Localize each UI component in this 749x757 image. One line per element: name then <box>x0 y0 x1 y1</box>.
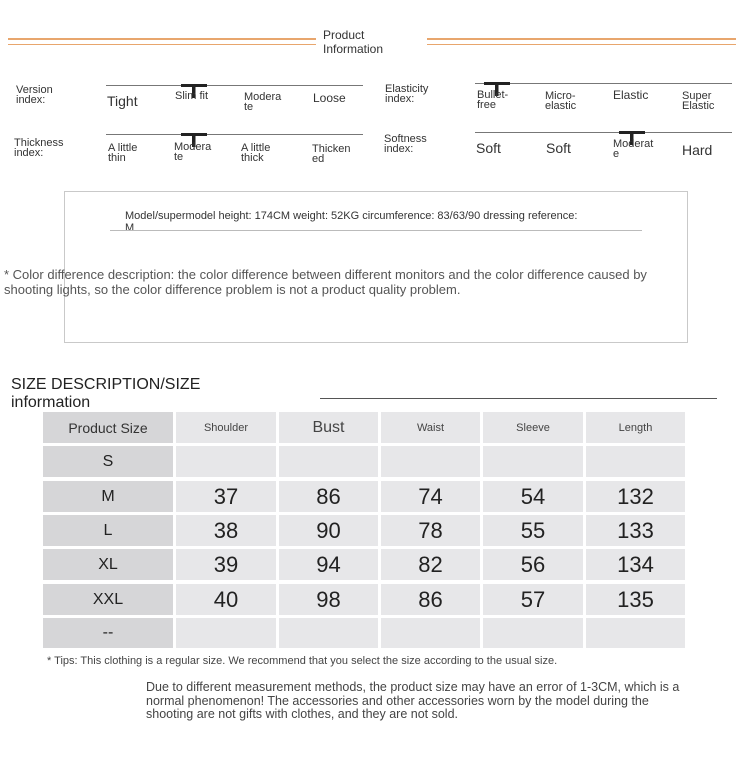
elasticity-option-micro-line1: Micro- <box>545 90 576 102</box>
version-option-moderate <box>244 92 281 112</box>
softness-option-soft-2: Soft <box>546 140 571 156</box>
header-rule-right-thin <box>427 44 736 45</box>
size-cell <box>279 618 378 648</box>
header-rule-right <box>427 38 736 40</box>
size-row-label: XXL <box>43 584 173 615</box>
color-note-line2: shooting lights, so the color difference problem is not a product quality problem. <box>4 281 461 297</box>
size-row-label: L <box>43 515 173 546</box>
header-length: Length <box>586 412 685 443</box>
thickness-option-thick-line1: A little <box>241 142 271 154</box>
size-cell <box>381 446 480 477</box>
thickness-option-thick-line2: thick <box>241 152 264 164</box>
header-sleeve: Sleeve <box>483 412 583 443</box>
size-cell: 38 <box>176 515 276 546</box>
measurement-notice <box>146 681 749 722</box>
header-bust: Bust <box>279 412 378 443</box>
thickness-option-a-little-thick <box>241 143 270 163</box>
version-option-slim-fit: Slim fit <box>175 90 208 102</box>
model-info-line2: M <box>125 222 135 234</box>
size-cell <box>381 618 480 648</box>
size-cell <box>586 618 685 648</box>
size-cell: 55 <box>483 515 583 546</box>
thickness-index-label <box>14 138 64 158</box>
size-cell <box>483 618 583 648</box>
elasticity-label-line2: index: <box>385 93 415 105</box>
size-cell <box>586 446 685 477</box>
header-shoulder: Shoulder <box>176 412 276 443</box>
color-difference-note <box>4 268 714 297</box>
thickness-option-thickened-line1: Thicken <box>312 143 351 155</box>
size-row-label: XL <box>43 549 173 580</box>
thickness-option-moderate <box>174 142 211 162</box>
thickness-option-thin-line2: thin <box>108 152 126 164</box>
version-index-label <box>16 85 53 105</box>
thickness-option-thin-line1: A little <box>108 142 138 154</box>
size-cell: 74 <box>381 481 480 512</box>
size-cell: 56 <box>483 549 583 580</box>
color-note-line1: * Color difference description: the color difference between different monitors and the color difference caused by <box>4 267 647 282</box>
size-cell <box>176 446 276 477</box>
header-rule-left <box>8 38 316 40</box>
header-product-size: Product Size <box>43 412 173 443</box>
size-row-label: S <box>43 446 173 477</box>
size-cell: 37 <box>176 481 276 512</box>
softness-option-soft-1: Soft <box>476 140 501 156</box>
size-section-title <box>11 376 200 412</box>
thickness-option-thickened <box>312 144 351 164</box>
header-title-line1: Product <box>323 28 365 42</box>
size-cell: 98 <box>279 584 378 615</box>
version-label-line2: index: <box>16 94 46 106</box>
header-rule-left-thin <box>8 44 316 45</box>
size-cell: 86 <box>279 481 378 512</box>
size-cell: 90 <box>279 515 378 546</box>
size-cell: 133 <box>586 515 685 546</box>
softness-option-moderate-line1: Moderat <box>613 138 654 150</box>
size-section-rule <box>320 398 717 399</box>
size-cell: 78 <box>381 515 480 546</box>
size-cell: 94 <box>279 549 378 580</box>
thickness-option-a-little-thin <box>108 143 137 163</box>
size-cell: 54 <box>483 481 583 512</box>
notice-line2: normal phenomenon! The accessories and other accessories worn by the model during the <box>146 693 649 708</box>
size-cell: 135 <box>586 584 685 615</box>
softness-label-line2: index: <box>384 143 414 155</box>
thickness-option-thickened-line2: ed <box>312 153 325 165</box>
version-index-track <box>106 85 363 86</box>
softness-option-moderate-line2: e <box>613 148 620 160</box>
size-cell <box>279 446 378 477</box>
size-cell: 57 <box>483 584 583 615</box>
thickness-label-line2: index: <box>14 147 44 159</box>
elasticity-option-bullet-free <box>477 90 508 110</box>
size-cell <box>176 618 276 648</box>
elasticity-option-bullet-line1: Bullet- <box>477 89 509 101</box>
elasticity-index-track <box>475 83 732 84</box>
version-option-tight: Tight <box>107 93 138 109</box>
elasticity-option-super-elastic <box>682 91 714 111</box>
size-title-line2: information <box>11 394 91 411</box>
size-cell: 40 <box>176 584 276 615</box>
thickness-label-line1: Thickness <box>14 137 64 149</box>
elasticity-index-label <box>385 84 428 104</box>
size-tips: * Tips: This clothing is a regular size. We recommend that you select the size according to the usual size. <box>47 655 558 667</box>
softness-label-line1: Softness <box>384 133 427 145</box>
thickness-option-moderate-line1: Modera <box>174 141 212 153</box>
size-cell: 82 <box>381 549 480 580</box>
elasticity-option-super-line2: Elastic <box>682 100 715 112</box>
notice-line3: shooting are not gifts with clothes, and they are not sold. <box>146 707 458 721</box>
softness-option-hard: Hard <box>682 142 713 158</box>
thickness-index-track <box>106 134 363 135</box>
softness-index-track <box>475 132 732 133</box>
size-cell <box>483 446 583 477</box>
size-row-label: M <box>43 481 173 512</box>
model-info-underline <box>110 230 642 231</box>
size-title-line1: SIZE DESCRIPTION/SIZE <box>11 376 201 393</box>
size-cell: 86 <box>381 584 480 615</box>
softness-index-label <box>384 134 427 154</box>
size-cell: 39 <box>176 549 276 580</box>
elasticity-option-bullet-line2: free <box>477 99 496 111</box>
elasticity-option-elastic: Elastic <box>613 88 649 102</box>
size-row-label: -- <box>43 618 173 648</box>
version-option-moderate-line1: Modera <box>244 91 282 103</box>
notice-line1: Due to different measurement methods, the product size may have an error of 1-3CM, which is a <box>146 680 680 694</box>
version-option-moderate-line2: te <box>244 101 254 113</box>
elasticity-option-super-line1: Super <box>682 90 712 102</box>
size-cell: 132 <box>586 481 685 512</box>
header-title <box>323 28 383 56</box>
elasticity-option-micro-line2: elastic <box>545 100 577 112</box>
size-cell: 134 <box>586 549 685 580</box>
version-option-loose: Loose <box>313 91 346 105</box>
thickness-option-moderate-line2: te <box>174 151 184 163</box>
header-waist: Waist <box>381 412 480 443</box>
header-title-line2: Information <box>323 42 384 56</box>
version-label-line1: Version <box>16 84 53 96</box>
softness-option-moderate <box>613 139 653 159</box>
elasticity-label-line1: Elasticity <box>385 83 429 95</box>
elasticity-option-micro-elastic <box>545 91 576 111</box>
model-info-line1: Model/supermodel height: 174CM weight: 52KG circumference: 83/63/90 dressing reference: <box>125 210 578 222</box>
